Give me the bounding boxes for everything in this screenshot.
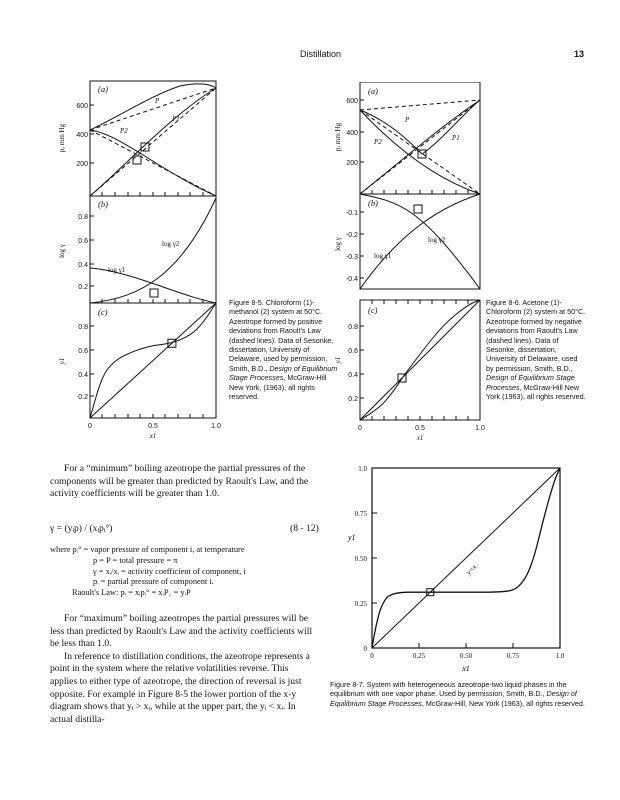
panel-a-tag: (a) [368, 86, 378, 96]
xtick: 0 [370, 652, 374, 660]
ytick: 0.25 [354, 600, 367, 608]
ytick: 0.50 [354, 555, 367, 563]
running-header-title: Distillation [300, 49, 342, 59]
ytick: 0.8 [78, 324, 88, 331]
ytick: 0.4 [348, 372, 358, 379]
xtick: 0 [358, 425, 362, 432]
diagonal-y-equals-x [360, 300, 480, 420]
raoult-dashed-1 [90, 88, 216, 130]
xtick: 1.0 [475, 425, 485, 432]
ytick: 200 [346, 160, 358, 167]
xtick: 0.25 [412, 652, 426, 660]
panel-b-tag: (b) [368, 198, 378, 208]
curve-label: P1 [452, 134, 460, 142]
xtick: 0.5 [148, 423, 158, 430]
curve-log-gamma2 [360, 194, 480, 289]
xtick: 0.5 [415, 425, 425, 432]
ytick: 400 [76, 132, 88, 139]
x-axis-label: x1 [462, 664, 470, 673]
curve-P-total [90, 84, 216, 130]
diagonal-label: y=x [464, 563, 479, 577]
curve-log-gamma2 [90, 198, 216, 303]
xtick: 0 [88, 423, 92, 430]
xtick: 0.75 [506, 652, 520, 660]
definitions-list [50, 545, 325, 599]
definition-line: Raoult's Law: pᵢ = xᵢpᵢ° = xᵢP₁ = yᵢP [72, 588, 191, 598]
curve-label: log γ1 [108, 266, 126, 274]
ytick: 0.2 [78, 394, 88, 401]
figure-8-5 [50, 76, 225, 446]
x-axis-label: x1 [416, 434, 424, 442]
y-axis-label: p, mm Hg [58, 123, 66, 153]
figure-8-5-caption: Figure 8-5. Chloroform (1)-methanol (2) system at 50°C. Azeotrope formed by positive deviations from Raoult's Law (dashed lines). Data of Sesonke, dissertation, University of Delaware, used by permission, Smith, B.D., Design of Equilibrium Stage Processes, McGraw-Hill New York, (1963), all rights reserved. [229, 298, 338, 402]
ytick: -0.4 [345, 276, 358, 283]
curve-label: P1 [172, 115, 180, 123]
curve-label: log γ2 [428, 236, 446, 244]
ytick: -0.1 [345, 210, 358, 217]
panel-c-tag: (c) [368, 305, 378, 315]
panel-a-tag: (a) [98, 84, 108, 94]
ytick: -0.3 [345, 254, 358, 261]
xtick: 1.0 [211, 423, 221, 430]
ytick: 1.0 [358, 465, 367, 473]
ytick: 0.6 [78, 238, 88, 245]
ytick: 0 [363, 645, 367, 653]
equation: γ = (yᵢp) / (xᵢpᵢ°) [50, 523, 113, 534]
ytick: 600 [76, 103, 88, 110]
definition-line: where pᵢ° = vapor pressure of component i, at temperature [50, 545, 245, 554]
ytick: 0.8 [348, 324, 358, 331]
y-axis-label: log γ [334, 237, 342, 251]
page-number: 13 [574, 49, 585, 59]
ytick: 0.4 [78, 372, 88, 379]
figure-8-6 [330, 82, 490, 442]
ytick: 0.2 [78, 284, 88, 291]
y-axis-label: y1 [334, 356, 342, 364]
azeotrope-marker-b [150, 289, 158, 297]
ytick: 0.6 [78, 348, 88, 355]
xtick: 1.0 [555, 652, 565, 660]
ytick: 600 [346, 98, 358, 105]
body-paragraph-1: For a “minimum” boiling azeotrope the partial pressures of the components will be greater than predicted by Raoult's Law, and the activity coefficients will be greater than 1.0. [50, 463, 309, 500]
curve-label: P [155, 97, 160, 105]
curve-label: P2 [120, 127, 128, 135]
figure-8-7 [330, 460, 580, 675]
definition-line: γ = xᵢ/xᵢ = activity coefficient of component, i [93, 566, 246, 576]
figure-8-7-caption: Figure 8-7. System with heterogeneous azeotrope-two liquid phases in the equilibrium with one vapor phase. Used by permission, Smith, B.D., Design of Equilibrium Stage Processes, McGraw-Hill, New York (1963), all rights reserved. [330, 680, 585, 708]
raoult-dashed-2 [360, 110, 480, 194]
y-axis-label: log γ [58, 244, 66, 258]
raoult-dashed-3 [360, 100, 480, 194]
diagonal-y-equals-x [372, 468, 560, 648]
body-paragraph-2: For “maximum” boiling azeotropes the partial pressures will be less than predicted by Raoult's Law and the activity coefficients will be less than 1.0. In reference to distillation conditions, the azeotrope represents a point in the system where the relative volatilities reverse. This applies to either type of azeotrope, the direction of reversal is just opposite. For example in Figure 8-5 the lower portion of the x-y diagram shows that yᵢ > xᵢ, while at the upper part, the yᵢ < xᵢ. In actual distilla- [50, 613, 313, 725]
y-axis-label: y1 [58, 357, 66, 365]
ytick: 0.6 [348, 348, 358, 355]
ytick: 0.2 [348, 396, 358, 403]
definition-line: pᵢ = partial pressure of component i. [93, 577, 214, 587]
x-axis-label: x1 [149, 432, 157, 440]
azeotrope-marker-b [414, 205, 422, 213]
xtick: 0.50 [459, 652, 473, 660]
curve-label: log γ2 [162, 240, 180, 248]
curve-log-gamma1 [360, 194, 480, 289]
figure-8-6-caption: Figure 8-6. Acetone (1)-Chloroform (2) system at 50°C. Azeotrope formed by negative deviations from Raoult's Law (dashed lines). Data of Sesonke, dissertation, University of Delaware, used by permission, Smith, B.D., Design of Equilibrium Stage Processes, McGraw-Hill New York (1963), all rights reserved. [486, 298, 586, 402]
curve-label: P [405, 116, 410, 124]
ytick: 0.8 [78, 214, 88, 221]
raoult-dashed-2 [90, 130, 216, 196]
ytick: 200 [76, 161, 88, 168]
definition-line: p = P = total pressure = π [93, 555, 178, 565]
raoult-dashed-1 [360, 100, 480, 110]
panel-b-tag: (b) [98, 199, 108, 209]
ytick: 0.4 [78, 262, 88, 269]
raoult-dashed-3 [90, 88, 216, 196]
curve-label: P2 [374, 138, 382, 146]
panel-b-frame [90, 196, 216, 303]
diagonal-y-equals-x [90, 303, 216, 418]
curve-label: log γ1 [374, 252, 392, 260]
y-axis-label: p, mm Hg [334, 122, 342, 152]
panel-c-tag: (c) [98, 307, 108, 317]
panel-b-frame [360, 194, 480, 289]
ytick: 0.75 [354, 510, 367, 518]
y-axis-label: y1 [348, 533, 356, 542]
ytick: 400 [346, 130, 358, 137]
azeotrope-marker-a2 [133, 156, 141, 164]
ytick: -0.2 [345, 232, 358, 239]
equation-number: (8 - 12) [290, 523, 319, 534]
